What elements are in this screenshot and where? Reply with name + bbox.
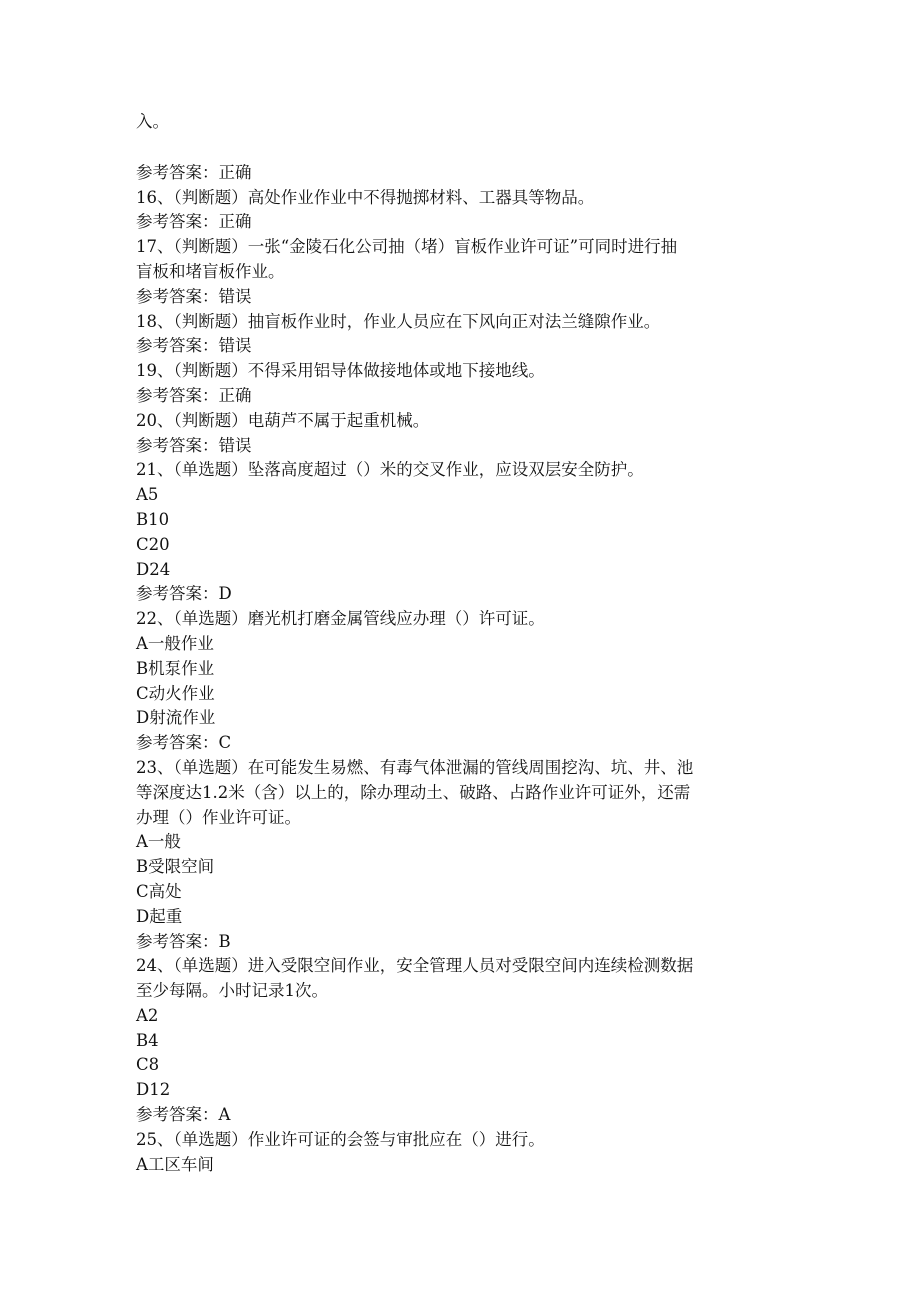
text-line: D24 (136, 559, 171, 579)
text-line: 25、（单选题）作业许可证的会签与审批应在（）进行。 (136, 1129, 545, 1149)
text-line: 17、（判断题）一张“金陵石化公司抽（堵）盲板作业许可证”可同时进行抽 (136, 237, 678, 257)
text-line: 办理（）作业许可证。 (136, 807, 301, 827)
text-line: 参考答案：正确 (136, 212, 252, 232)
text-line: C20 (136, 534, 170, 554)
text-line: 21、（单选题）坠落高度超过（）米的交叉作业，应设双层安全防护。 (136, 460, 644, 480)
text-line: 参考答案：C (136, 733, 232, 753)
text-line: C动火作业 (136, 683, 215, 703)
text-line: 至少每隔。小时记录1次。 (136, 981, 328, 1001)
text-line: 18、（判断题）抽盲板作业时，作业人员应在下风向正对法兰缝隙作业。 (136, 311, 661, 331)
text-line: 参考答案：错误 (136, 336, 252, 356)
text-line: 20、（判断题）电葫芦不属于起重机械。 (136, 410, 430, 430)
text-line: D12 (136, 1080, 171, 1100)
text-line: 参考答案：B (136, 931, 231, 951)
text-line: 参考答案：正确 (136, 162, 252, 182)
text-line: 参考答案：正确 (136, 385, 252, 405)
text-line: 19、（判断题）不得采用铝导体做接地体或地下接地线。 (136, 361, 545, 381)
text-line: B4 (136, 1030, 159, 1050)
text-line: 等深度达1.2米（含）以上的，除办理动土、破路、占路作业许可证外，还需 (136, 782, 691, 802)
text-line: A一般作业 (136, 633, 214, 653)
paragraph-gap (136, 135, 796, 161)
document-body (136, 161, 796, 1178)
text-line: A2 (136, 1005, 159, 1025)
text-line: A一般 (136, 832, 181, 852)
document-page (136, 110, 796, 1177)
text-line: A5 (136, 485, 159, 505)
text-line: B10 (136, 509, 170, 529)
text-line: B受限空间 (136, 857, 215, 877)
text-line: D射流作业 (136, 708, 216, 728)
text-line: C8 (136, 1055, 160, 1075)
text-line: 参考答案：A (136, 1105, 231, 1125)
text-line: C高处 (136, 881, 182, 901)
text-line: 参考答案：错误 (136, 435, 252, 455)
text-line: 16、（判断题）高处作业作业中不得抛掷材料、工器具等物品。 (136, 187, 595, 207)
text-line: 参考答案：D (136, 584, 232, 604)
text-line: 23、（单选题）在可能发生易燃、有毒气体泄漏的管线周围挖沟、坑、井、池 (136, 757, 694, 777)
text-line: 参考答案：错误 (136, 286, 252, 306)
text-line: 24、（单选题）进入受限空间作业，安全管理人员对受限空间内连续检测数据 (136, 956, 694, 976)
text-line: 入。 (136, 112, 169, 131)
text-line: 盲板和堵盲板作业。 (136, 261, 285, 281)
text-line: D起重 (136, 906, 183, 926)
text-line: B机泵作业 (136, 658, 215, 678)
document-top-block (136, 110, 796, 135)
text-line: A工区车间 (136, 1154, 214, 1174)
text-line: 22、（单选题）磨光机打磨金属管线应办理（）许可证。 (136, 609, 545, 629)
